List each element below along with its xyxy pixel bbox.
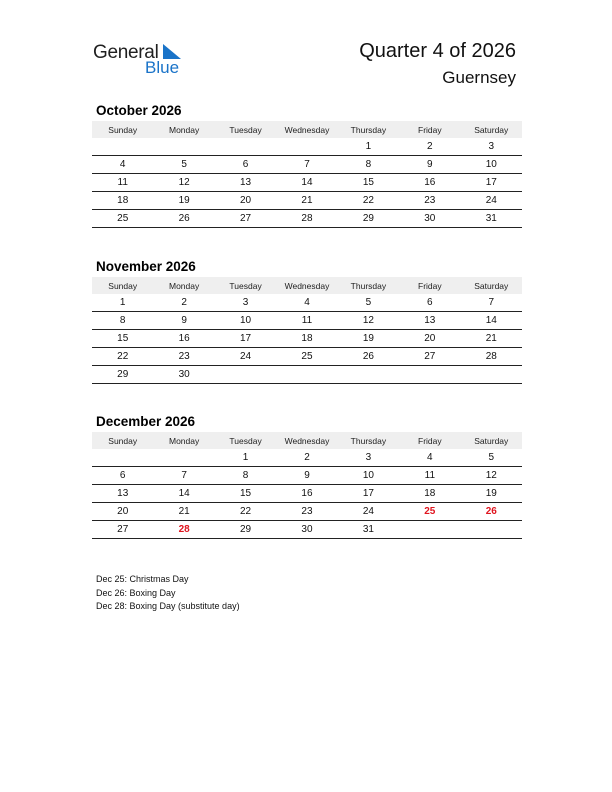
calendar-table: [92, 432, 522, 539]
day-cell: 5: [153, 156, 214, 174]
weekday-header: Monday: [153, 277, 214, 294]
day-cell: 8: [338, 156, 399, 174]
day-cell: 27: [215, 210, 276, 228]
day-cell: 26: [153, 210, 214, 228]
day-cell: 3: [338, 449, 399, 467]
day-cell: 4: [276, 294, 337, 312]
day-cell: 18: [399, 485, 460, 503]
week-row: [92, 210, 522, 228]
week-row: [92, 485, 522, 503]
day-cell: 2: [153, 294, 214, 312]
country-name: Guernsey: [442, 68, 516, 87]
day-cell: [153, 449, 214, 467]
day-cell: 17: [461, 174, 522, 192]
weekday-header: Friday: [399, 277, 460, 294]
day-cell: 15: [338, 174, 399, 192]
month-november: [92, 258, 522, 384]
day-cell: 1: [92, 294, 153, 312]
page-title: Quarter 4 of 2026: [359, 40, 516, 62]
week-row: [92, 294, 522, 312]
day-cell: [215, 138, 276, 156]
day-cell: 29: [215, 521, 276, 539]
day-cell: 6: [215, 156, 276, 174]
day-cell: 29: [92, 366, 153, 384]
day-cell: 20: [92, 503, 153, 521]
day-cell: 26: [338, 348, 399, 366]
generalblue-logo: [93, 40, 193, 80]
day-cell: 7: [276, 156, 337, 174]
weekday-header: Thursday: [338, 277, 399, 294]
weekday-header: Wednesday: [276, 277, 337, 294]
day-cell: 31: [338, 521, 399, 539]
day-cell: 16: [153, 330, 214, 348]
day-cell: 1: [215, 449, 276, 467]
day-cell: 15: [215, 485, 276, 503]
day-cell: 14: [276, 174, 337, 192]
day-cell: [92, 138, 153, 156]
weekday-header: Friday: [399, 432, 460, 449]
day-cell: 31: [461, 210, 522, 228]
day-cell: 22: [92, 348, 153, 366]
day-cell: 26: [461, 503, 522, 521]
day-cell: 3: [461, 138, 522, 156]
day-cell: 27: [399, 348, 460, 366]
day-cell: 3: [215, 294, 276, 312]
day-cell: 19: [153, 192, 214, 210]
month-october: [92, 102, 522, 228]
day-cell: 19: [338, 330, 399, 348]
day-cell: 10: [215, 312, 276, 330]
day-cell: 4: [92, 156, 153, 174]
holiday-note: Dec 28: Boxing Day (substitute day): [96, 601, 240, 611]
day-cell: [215, 366, 276, 384]
holiday-notes: [96, 573, 240, 614]
day-cell: [399, 366, 460, 384]
weekday-header: Sunday: [92, 121, 153, 138]
day-cell: 8: [215, 467, 276, 485]
weekday-header: Thursday: [338, 432, 399, 449]
month-december: [92, 413, 522, 539]
day-cell: 9: [399, 156, 460, 174]
month-title: October 2026: [96, 103, 182, 118]
day-cell: 23: [153, 348, 214, 366]
day-cell: 10: [461, 156, 522, 174]
day-cell: [92, 449, 153, 467]
weekday-header: Tuesday: [215, 277, 276, 294]
day-cell: 21: [153, 503, 214, 521]
day-cell: 4: [399, 449, 460, 467]
day-cell: 28: [461, 348, 522, 366]
day-cell: 30: [153, 366, 214, 384]
day-cell: 12: [153, 174, 214, 192]
day-cell: 25: [276, 348, 337, 366]
day-cell: [153, 138, 214, 156]
day-cell: 24: [338, 503, 399, 521]
day-cell: 5: [338, 294, 399, 312]
day-cell: 13: [215, 174, 276, 192]
weekday-header: Sunday: [92, 277, 153, 294]
day-cell: 2: [399, 138, 460, 156]
weekday-header: Monday: [153, 432, 214, 449]
week-row: [92, 138, 522, 156]
day-cell: 23: [399, 192, 460, 210]
day-cell: 6: [399, 294, 460, 312]
day-cell: 25: [399, 503, 460, 521]
calendar-table: [92, 121, 522, 228]
calendar-table: [92, 277, 522, 384]
day-cell: 16: [399, 174, 460, 192]
holiday-note: Dec 25: Christmas Day: [96, 574, 189, 584]
day-cell: 20: [399, 330, 460, 348]
weekday-header: Wednesday: [276, 432, 337, 449]
week-row: [92, 467, 522, 485]
weekday-header: Wednesday: [276, 121, 337, 138]
month-title: November 2026: [96, 259, 196, 274]
day-cell: [399, 521, 460, 539]
day-cell: 11: [92, 174, 153, 192]
weekday-header: Sunday: [92, 432, 153, 449]
day-cell: 13: [92, 485, 153, 503]
weekday-header: Monday: [153, 121, 214, 138]
weekday-header: Thursday: [338, 121, 399, 138]
day-cell: 17: [338, 485, 399, 503]
holiday-note: Dec 26: Boxing Day: [96, 587, 176, 598]
day-cell: 7: [461, 294, 522, 312]
weekday-header: Saturday: [461, 277, 522, 294]
day-cell: 5: [461, 449, 522, 467]
day-cell: 14: [461, 312, 522, 330]
day-cell: 2: [276, 449, 337, 467]
day-cell: [461, 521, 522, 539]
day-cell: 25: [92, 210, 153, 228]
day-cell: 21: [276, 192, 337, 210]
day-cell: 12: [461, 467, 522, 485]
week-row: [92, 366, 522, 384]
day-cell: 15: [92, 330, 153, 348]
week-row: [92, 174, 522, 192]
weekday-header: Saturday: [461, 121, 522, 138]
day-cell: 8: [92, 312, 153, 330]
day-cell: 28: [276, 210, 337, 228]
week-row: [92, 521, 522, 539]
day-cell: 7: [153, 467, 214, 485]
week-row: [92, 312, 522, 330]
day-cell: [338, 366, 399, 384]
week-row: [92, 449, 522, 467]
weekday-header: Saturday: [461, 432, 522, 449]
day-cell: 30: [276, 521, 337, 539]
logo-text-general: General: [93, 42, 159, 63]
day-cell: 10: [338, 467, 399, 485]
day-cell: 23: [276, 503, 337, 521]
day-cell: 24: [461, 192, 522, 210]
day-cell: 6: [92, 467, 153, 485]
day-cell: 20: [215, 192, 276, 210]
day-cell: [276, 138, 337, 156]
day-cell: 27: [92, 521, 153, 539]
day-cell: [276, 366, 337, 384]
day-cell: 28: [153, 521, 214, 539]
week-row: [92, 503, 522, 521]
day-cell: 19: [461, 485, 522, 503]
month-title: December 2026: [96, 414, 196, 429]
day-cell: 11: [399, 467, 460, 485]
week-row: [92, 348, 522, 366]
weekday-header: Tuesday: [215, 432, 276, 449]
day-cell: 9: [276, 467, 337, 485]
day-cell: 22: [215, 503, 276, 521]
day-cell: 11: [276, 312, 337, 330]
day-cell: 24: [215, 348, 276, 366]
day-cell: 16: [276, 485, 337, 503]
day-cell: 18: [92, 192, 153, 210]
day-cell: 30: [399, 210, 460, 228]
day-cell: 29: [338, 210, 399, 228]
weekday-header: Friday: [399, 121, 460, 138]
week-row: [92, 156, 522, 174]
day-cell: 18: [276, 330, 337, 348]
day-cell: 9: [153, 312, 214, 330]
day-cell: 17: [215, 330, 276, 348]
weekday-header: Tuesday: [215, 121, 276, 138]
day-cell: [461, 366, 522, 384]
week-row: [92, 192, 522, 210]
day-cell: 14: [153, 485, 214, 503]
day-cell: 1: [338, 138, 399, 156]
day-cell: 12: [338, 312, 399, 330]
week-row: [92, 330, 522, 348]
logo-text-blue: Blue: [145, 58, 180, 77]
day-cell: 21: [461, 330, 522, 348]
day-cell: 13: [399, 312, 460, 330]
day-cell: 22: [338, 192, 399, 210]
